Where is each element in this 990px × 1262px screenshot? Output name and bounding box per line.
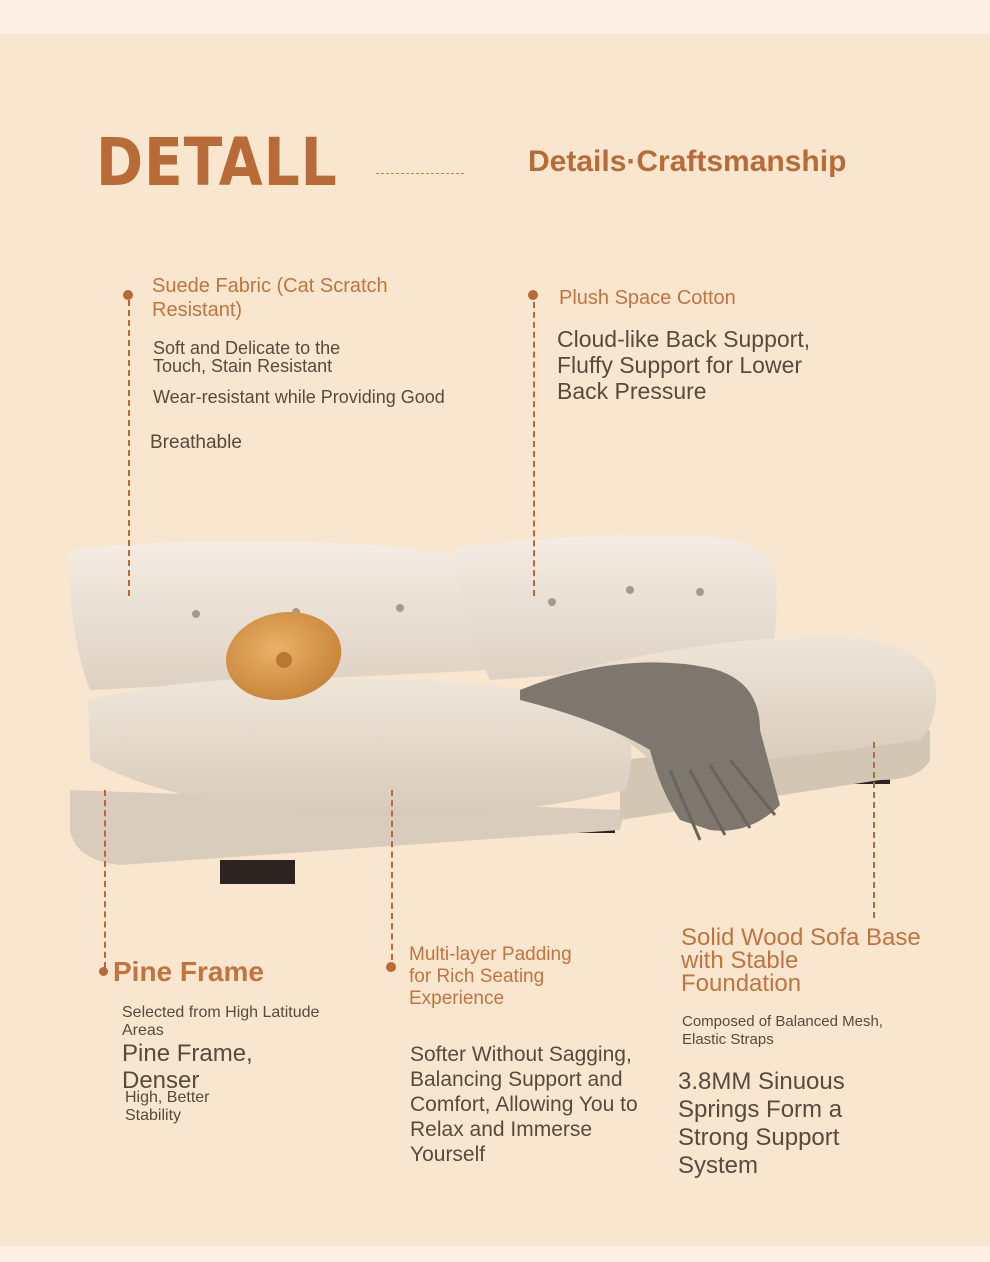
padding-heading: Multi-layer Padding for Rich Seating Experience <box>409 944 572 1009</box>
cotton-heading: Plush Space Cotton <box>559 287 736 309</box>
wood-line-2: 3.8MM Sinuous Springs Form a Strong Support System <box>678 1068 845 1179</box>
wood-heading: Solid Wood Sofa Base with Stable Foundation <box>681 924 921 997</box>
padding-leader-line <box>391 790 393 960</box>
suede-heading: Suede Fabric (Cat Scratch Resistant) <box>152 275 388 321</box>
pine-line-1: Selected from High Latitude Areas <box>122 1004 320 1039</box>
padding-body: Softer Without Sagging, Balancing Support and Comfort, Allowing You to Relax and Immerse Yourself <box>410 1043 638 1166</box>
cotton-leader-line <box>533 302 535 596</box>
suede-line-3: Breathable <box>150 432 242 453</box>
pine-line-2: Pine Frame, Denser <box>122 1040 253 1094</box>
pine-line-3: High, Better Stability <box>125 1089 210 1124</box>
pine-leader-line <box>104 790 106 968</box>
suede-leader-line <box>128 300 130 596</box>
suede-line-1: Soft and Delicate to the Touch, Stain Resistant <box>153 338 341 376</box>
title-divider <box>376 173 464 174</box>
suede-marker <box>123 290 133 300</box>
cotton-marker <box>528 290 538 300</box>
sofa-illustration <box>60 530 940 890</box>
pine-heading: Pine Frame <box>113 956 264 987</box>
pine-marker <box>99 967 108 976</box>
padding-marker <box>386 962 396 972</box>
page-title: DETALL <box>96 124 338 201</box>
suede-line-2: Wear-resistant while Providing Good <box>153 387 445 407</box>
page-subtitle: Details·Craftsmanship <box>528 145 847 178</box>
wood-leader-line <box>873 742 875 918</box>
wood-line-1: Composed of Balanced Mesh, Elastic Straps <box>682 1013 883 1048</box>
cotton-body: Cloud-like Back Support, Fluffy Support for Lower Back Pressure <box>557 326 811 404</box>
